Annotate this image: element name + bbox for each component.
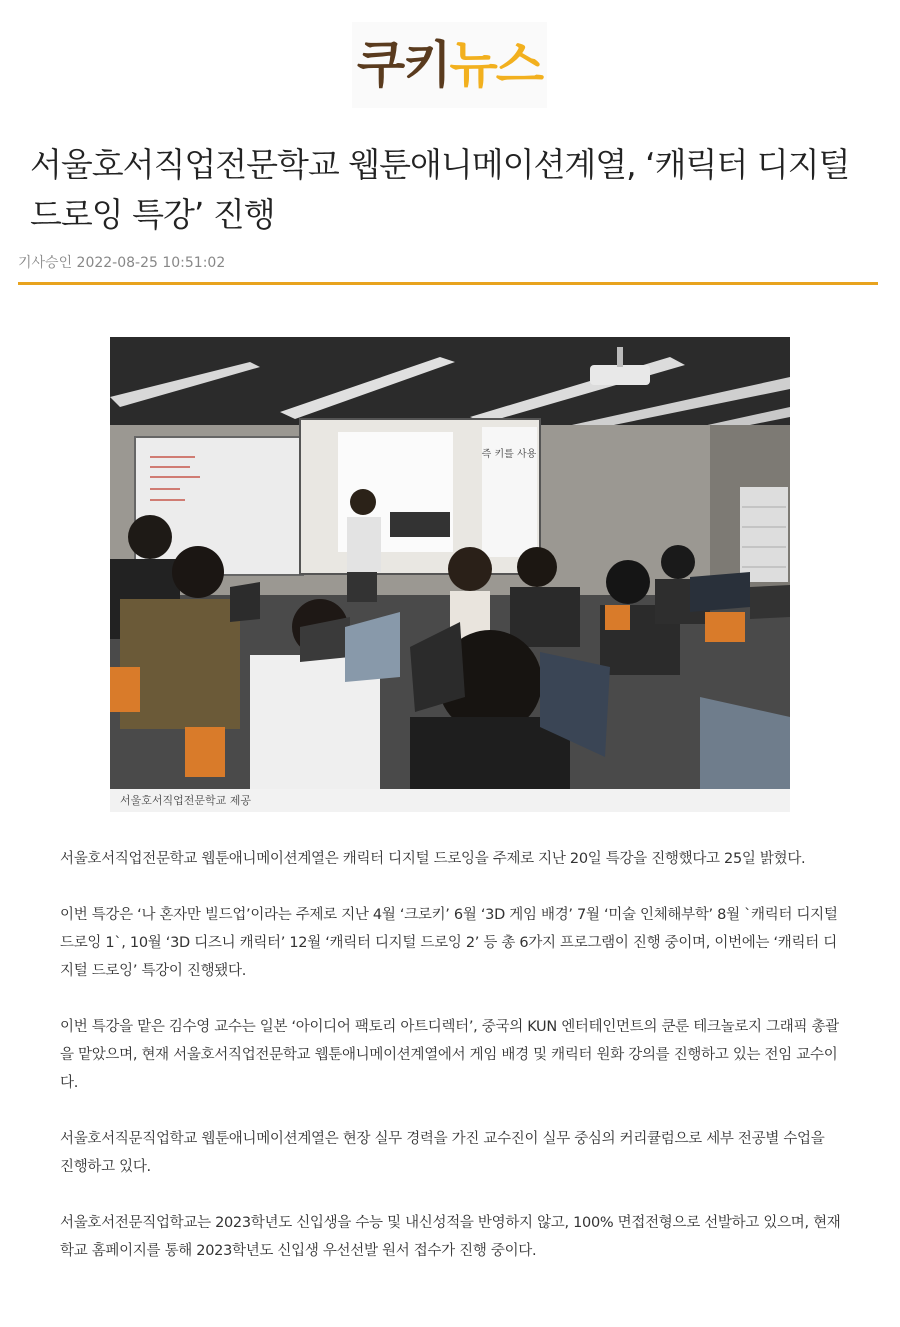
article-paragraph: 서울호서직문직업학교 웹툰애니메이션계열은 현장 실무 경력을 가진 교수진이 실무 중심의 커리큘럼으로 세부 전공별 수업을 진행하고 있다. xyxy=(60,1131,825,1175)
photo-caption: 서울호서직업전문학교 제공 xyxy=(120,794,252,807)
article-approved-date: 기사승인 2022-08-25 10:51:02 xyxy=(18,255,226,271)
logo-part-2: 뉴스 xyxy=(449,36,543,94)
article-paragraph: 이번 특강은 ‘나 혼자만 빌드업’이라는 주제로 지난 4월 ‘크로키’ 6월 ‘3D 게임 배경’ 7월 ‘미술 인체해부학’ 8월 `캐릭터 디지털 드로잉 1`, 10월 ‘3D 디즈니 캐릭터’ 12월 ‘캐릭터 디지털 드로잉 2’ 등 총 6가지 프로그램이 진행 중이며, 이번에는 ‘캐릭터 디지털 드로잉’ 특강이 진행됐다. xyxy=(60,907,838,979)
site-logo[interactable] xyxy=(352,22,547,108)
classroom-photo xyxy=(110,337,790,789)
article-paragraph: 이번 특강을 맡은 김수영 교수는 일본 ‘아이디어 팩토리 아트디렉터’, 중국의 KUN 엔터테인먼트의 쿤룬 테크놀로지 그래픽 총괄을 맡았으며, 현재 서울호서직업전문학교 웹툰애니메이션계열에서 게임 배경 및 캐릭터 원화 강의를 진행하고 있는 전임 교수이다. xyxy=(60,1019,839,1091)
logo-part-1: 쿠키 xyxy=(356,36,450,94)
article-body xyxy=(60,845,842,1293)
title-divider xyxy=(18,282,878,285)
article-paragraph: 서울호서직업전문학교 웹툰애니메이션계열은 캐릭터 디지털 드로잉을 주제로 지난 20일 특강을 진행했다고 25일 밝혔다. xyxy=(60,851,806,867)
article-paragraph: 서울호서전문직업학교는 2023학년도 신입생을 수능 및 내신성적을 반영하지 않고, 100% 면접전형으로 선발하고 있으며, 현재 학교 홈페이지를 통해 2023학년도 신입생 우선선발 원서 접수가 진행 중이다. xyxy=(60,1215,841,1259)
article-title: 서울호서직업전문학교 웹툰애니메이션계열, ‘캐릭터 디지털 드로잉 특강’ 진행 xyxy=(30,145,850,234)
logo-wordmark xyxy=(352,22,547,108)
article-photo-figure xyxy=(110,337,790,812)
screen-text: 즉 키를 사용 xyxy=(481,449,537,460)
